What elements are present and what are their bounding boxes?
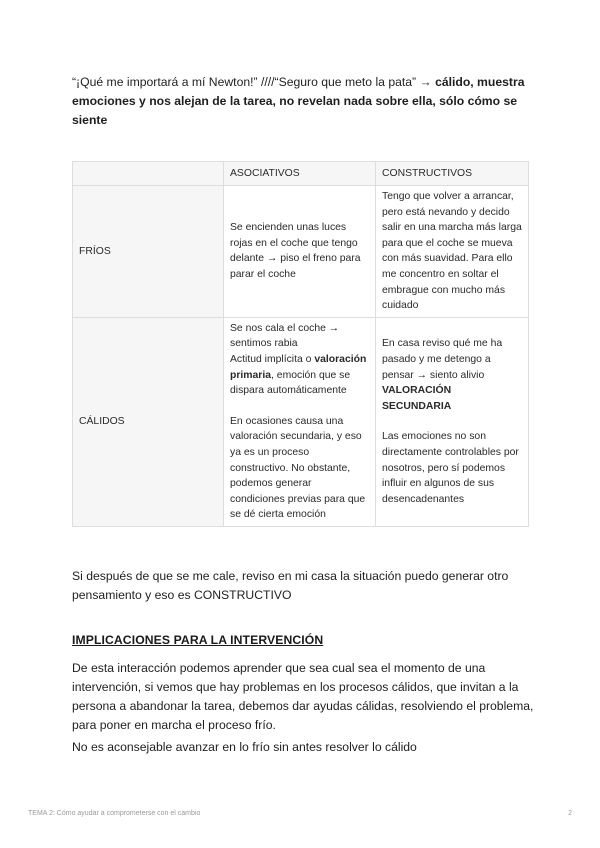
row-label-frios: FRÍOS — [73, 186, 224, 318]
calidos-asociativo-actitud: Actitud implícita o — [230, 353, 312, 365]
calidos-asociativo-emocion: , emoción que se dispara automáticamente — [230, 369, 351, 397]
processes-table — [72, 161, 529, 527]
section-paragraph-2: No es aconsejable avanzar en lo frío sin antes resolver lo cálido — [72, 740, 417, 754]
cell-frios-constructivo: Tengo que volver a arrancar, pero está nevando y decido salir en una marcha más larga para que el coche se mueva con más suavidad. Para ello me concentro en soltar el embrague con mucho más cuidado — [376, 186, 529, 318]
section-heading: IMPLICACIONES PARA LA INTERVENCIÓN — [72, 633, 324, 647]
intro-bold-text: cálido, muestra emociones y nos alejan de la tarea, no revelan nada sobre ella, sólo cómo se siente — [72, 75, 525, 127]
table-row-calidos — [73, 317, 529, 526]
section-paragraph-1: De esta interacción podemos aprender que sea cual sea el momento de una intervención, si vemos que hay problemas en los procesos cálidos, que invitan a la persona a abandonar la tarea, debemos dar ayudas cálidas, resolviendo el problema, para poner en marcha el proceso frío. — [72, 661, 534, 732]
header-cell-empty — [73, 162, 224, 186]
table-row-frios — [73, 186, 529, 318]
header-cell-constructivos: CONSTRUCTIVOS — [376, 162, 529, 186]
footer-chapter-title: TEMA 2: Cómo ayudar a comprometerse con el cambio — [28, 810, 201, 817]
footer-page-number: 2 — [568, 810, 572, 817]
cell-frios-asociativo: Se encienden unas luces rojas en el coche que tengo delante → piso el freno para parar el coche — [224, 186, 376, 318]
calidos-asociativo-line1: Se nos cala el coche → sentimos rabia — [230, 322, 340, 350]
intro-paragraph — [72, 73, 542, 130]
table-header-row — [73, 162, 529, 186]
header-cell-asociativos: ASOCIATIVOS — [224, 162, 376, 186]
calidos-constructivo-line1: En casa reviso qué me ha pasado y me detengo a pensar → siento alivio — [382, 338, 503, 381]
calidos-asociativo-note: En ocasiones causa una valoración secundaria, y eso ya es un proceso constructivo. No obstante, podemos generar condiciones previas para que se dé cierta emoción — [230, 415, 366, 521]
calidos-asociativo-bold: valoración primaria — [230, 353, 367, 381]
after-table-paragraph: Si después de que se me cale, reviso en mi casa la situación puedo generar otro pensamiento y eso es CONSTRUCTIVO — [72, 569, 509, 602]
calidos-constructivo-note: Las emociones no son directamente controlables por nosotros, pero sí podemos influir en algunos de sus desencadenantes — [382, 431, 519, 505]
cell-calidos-asociativo — [224, 317, 376, 526]
intro-quote-text: “¡Qué me importará a mí Newton!” ////“Seguro que meto la pata” → — [72, 75, 436, 89]
calidos-asociativo-line2 — [230, 352, 369, 399]
calidos-constructivo-bold: VALORACIÓN SECUNDARIA — [382, 385, 452, 412]
row-label-calidos: CÁLIDOS — [73, 317, 224, 526]
cell-calidos-constructivo — [376, 317, 529, 526]
